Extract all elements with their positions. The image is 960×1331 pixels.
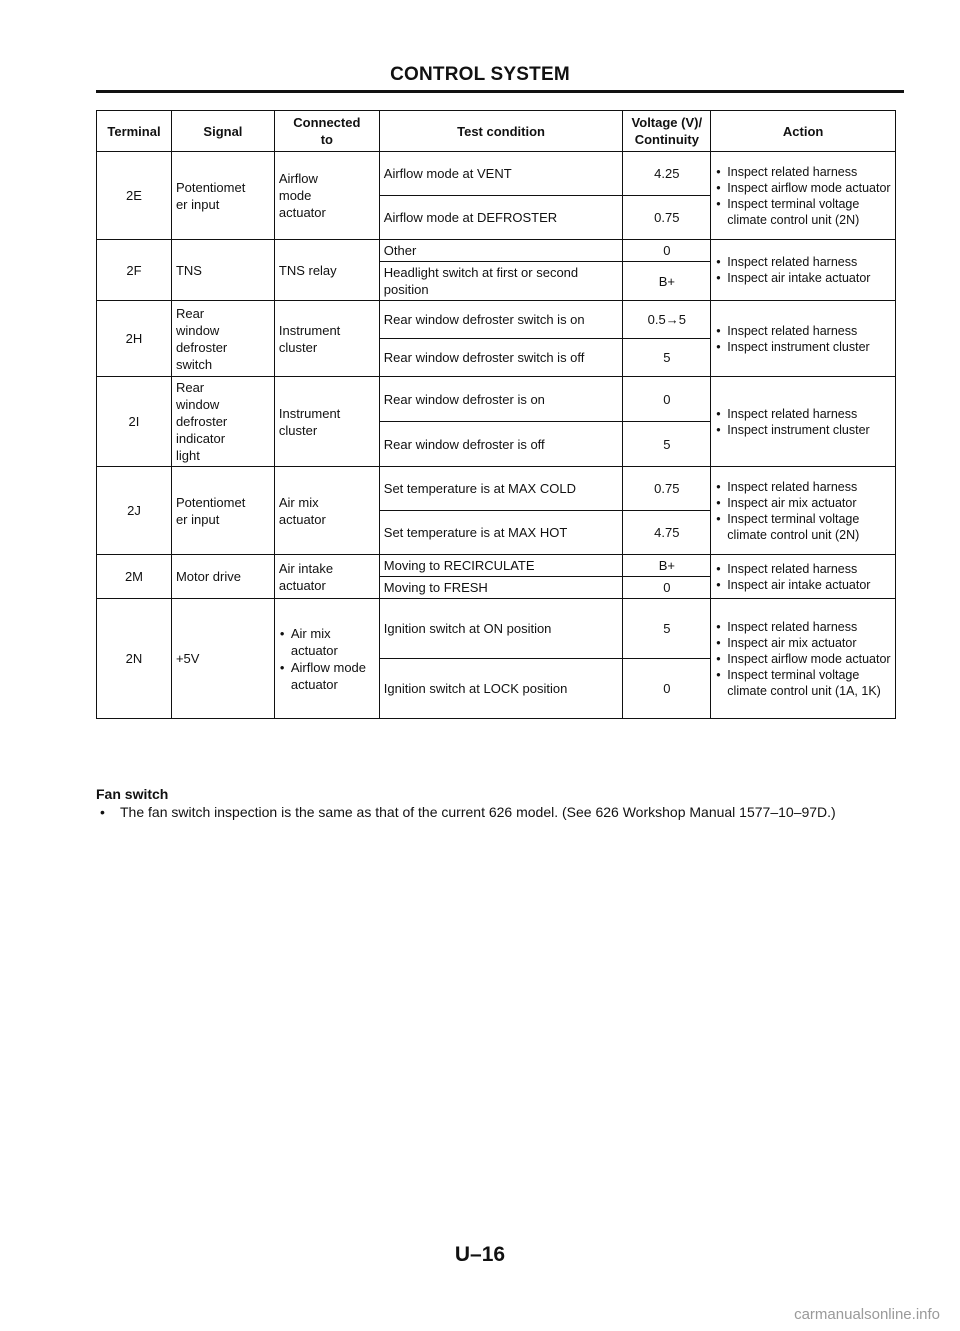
column-header: Action (711, 111, 896, 152)
column-header: Test condition (379, 111, 623, 152)
voltage-cell: 0 (623, 240, 711, 262)
action-item: • Inspect airflow mode actuator (715, 651, 891, 667)
voltage-cell: 4.75 (623, 511, 711, 555)
column-header: Terminal (97, 111, 172, 152)
test-condition-cell: Headlight switch at first or second position (379, 262, 623, 301)
action-item: • Inspect terminal voltage climate control unit (2N) (715, 196, 891, 228)
table-row (97, 555, 896, 577)
action-cell (711, 599, 896, 719)
test-condition-cell: Set temperature is at MAX COLD (379, 467, 623, 511)
action-item: • Inspect air mix actuator (715, 635, 891, 651)
test-condition-cell: Airflow mode at VENT (379, 152, 623, 196)
action-cell (711, 467, 896, 555)
action-list (715, 479, 891, 543)
table-row (97, 240, 896, 262)
action-list (715, 164, 891, 228)
voltage-cell: 5 (623, 599, 711, 659)
watermark: carmanualsonline.info (794, 1306, 940, 1323)
test-condition-cell: Set temperature is at MAX HOT (379, 511, 623, 555)
test-condition-cell: Ignition switch at ON position (379, 599, 623, 659)
action-item: • Inspect terminal voltage climate control unit (2N) (715, 511, 891, 543)
action-list (715, 406, 891, 438)
action-item: • Inspect related harness (715, 323, 891, 339)
signal-cell: TNS (171, 240, 274, 301)
action-cell (711, 301, 896, 377)
action-item: • Inspect instrument cluster (715, 422, 891, 438)
test-condition-cell: Moving to FRESH (379, 577, 623, 599)
column-header: Voltage (V)/ Continuity (623, 111, 711, 152)
terminal-cell: 2E (97, 152, 172, 240)
connected-to-cell: Instrument cluster (274, 301, 379, 377)
table-row (97, 152, 896, 196)
test-condition-cell: Rear window defroster switch is off (379, 339, 623, 377)
connected-to-item: • Air mix actuator (279, 625, 375, 659)
table-header-row (97, 111, 896, 152)
table-row (97, 301, 896, 339)
test-condition-cell: Rear window defroster is off (379, 422, 623, 467)
connected-to-cell: Air intake actuator (274, 555, 379, 599)
terminal-cell: 2H (97, 301, 172, 377)
terminal-cell: 2M (97, 555, 172, 599)
terminal-cell: 2I (97, 377, 172, 467)
action-item: • Inspect air intake actuator (715, 577, 891, 593)
column-header: Connected to (274, 111, 379, 152)
table-row (97, 377, 896, 422)
section-bullet-text: The fan switch inspection is the same as that of the current 626 model. (See 626 Workshop Manual 1577–10–97D.) (120, 804, 836, 820)
action-item: • Inspect related harness (715, 479, 891, 495)
action-item: • Inspect airflow mode actuator (715, 180, 891, 196)
voltage-cell: 4.25 (623, 152, 711, 196)
connected-to-cell: TNS relay (274, 240, 379, 301)
test-condition-cell: Rear window defroster is on (379, 377, 623, 422)
action-list (715, 254, 891, 286)
voltage-cell: 5 (623, 339, 711, 377)
connected-to-item: • Airflow mode actuator (279, 659, 375, 693)
signal-cell: Rear window defroster switch (171, 301, 274, 377)
voltage-cell: B+ (623, 262, 711, 301)
signal-cell: +5V (171, 599, 274, 719)
test-condition-cell: Rear window defroster switch is on (379, 301, 623, 339)
voltage-cell: 0 (623, 377, 711, 422)
voltage-cell: 0.75 (623, 467, 711, 511)
action-cell (711, 240, 896, 301)
test-condition-cell: Airflow mode at DEFROSTER (379, 196, 623, 240)
action-list (715, 561, 891, 593)
terminal-cell: 2J (97, 467, 172, 555)
connected-to-list (279, 625, 375, 693)
action-item: • Inspect related harness (715, 164, 891, 180)
action-item: • Inspect air intake actuator (715, 270, 891, 286)
connected-to-cell: Instrument cluster (274, 377, 379, 467)
bullet-dot: • (100, 804, 105, 820)
action-item: • Inspect related harness (715, 406, 891, 422)
connected-to-cell: Airflow mode actuator (274, 152, 379, 240)
voltage-cell: 5 (623, 422, 711, 467)
column-header: Signal (171, 111, 274, 152)
action-item: • Inspect air mix actuator (715, 495, 891, 511)
action-list (715, 619, 891, 699)
test-condition-cell: Other (379, 240, 623, 262)
table-row (97, 599, 896, 659)
signal-cell: Rear window defroster indicator light (171, 377, 274, 467)
title-rule (96, 90, 904, 93)
signal-cell: Motor drive (171, 555, 274, 599)
test-condition-cell: Moving to RECIRCULATE (379, 555, 623, 577)
terminal-spec-table (96, 110, 896, 719)
action-item: • Inspect terminal voltage climate control unit (1A, 1K) (715, 667, 891, 699)
action-list (715, 323, 891, 355)
action-cell (711, 152, 896, 240)
voltage-cell: 0 (623, 577, 711, 599)
terminal-cell: 2N (97, 599, 172, 719)
voltage-cell: 0.75 (623, 196, 711, 240)
voltage-cell: 0 (623, 659, 711, 719)
table-body (97, 152, 896, 719)
action-cell (711, 555, 896, 599)
action-item: • Inspect related harness (715, 561, 891, 577)
terminal-cell: 2F (97, 240, 172, 301)
voltage-cell: 0.5→5 (623, 301, 711, 339)
action-cell (711, 377, 896, 467)
section-heading: Fan switch (96, 786, 169, 802)
table-row (97, 467, 896, 511)
page-title: CONTROL SYSTEM (390, 64, 570, 85)
voltage-cell: B+ (623, 555, 711, 577)
test-condition-cell: Ignition switch at LOCK position (379, 659, 623, 719)
section-bullet (100, 803, 860, 821)
page-number: U–16 (454, 1243, 506, 1266)
signal-cell: Potentiomet er input (171, 152, 274, 240)
connected-to-cell: Air mix actuator (274, 467, 379, 555)
action-item: • Inspect related harness (715, 254, 891, 270)
action-item: • Inspect instrument cluster (715, 339, 891, 355)
signal-cell: Potentiomet er input (171, 467, 274, 555)
connected-to-cell (274, 599, 379, 719)
action-item: • Inspect related harness (715, 619, 891, 635)
